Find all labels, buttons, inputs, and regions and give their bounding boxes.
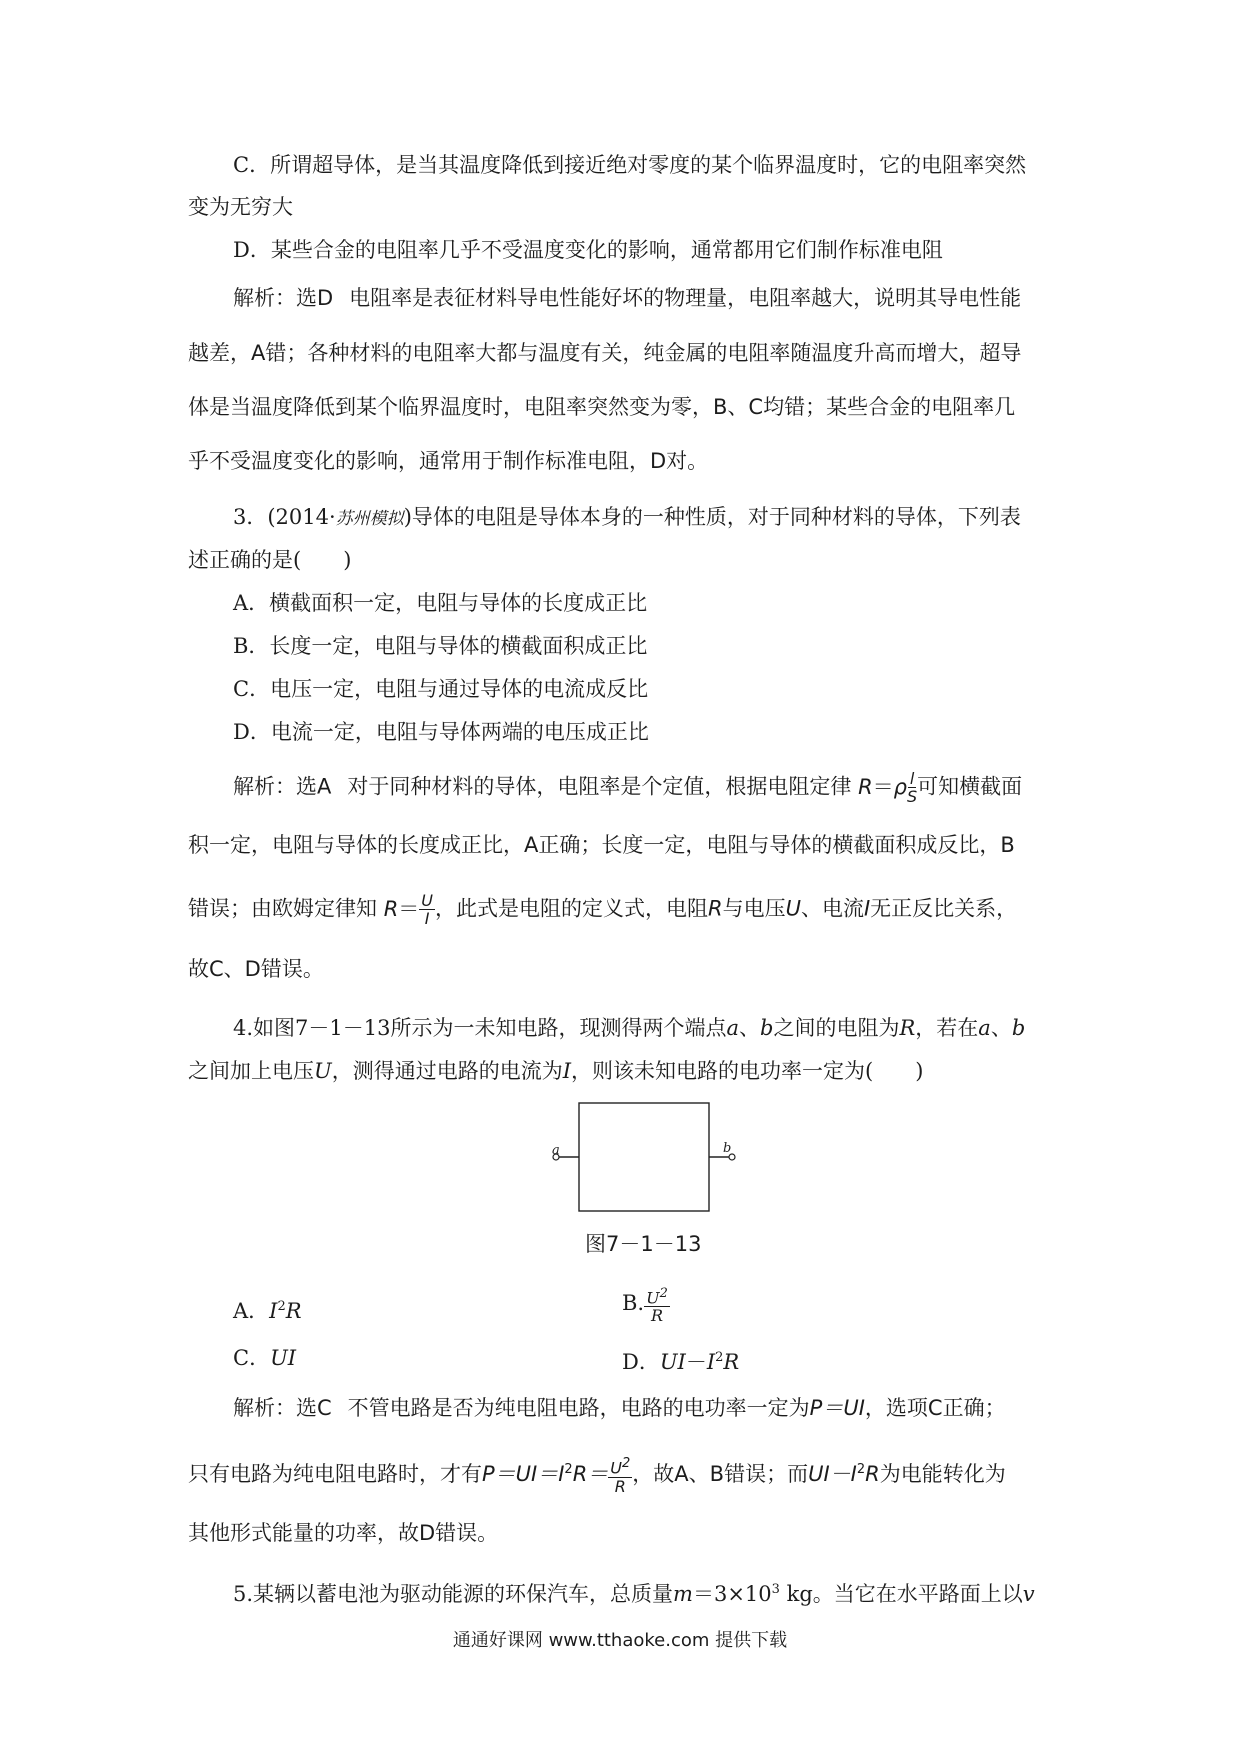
q4-answer-line3: 其他形式能量的功率，故D错误。 xyxy=(188,1521,499,1545)
unknown-circuit-box xyxy=(579,1103,709,1211)
q3-answer-line2: 积一定，电阻与导体的长度成正比，A正确；长度一定，电阻与导体的横截面积成反比，B xyxy=(188,833,1015,857)
q2-answer-line2: 越差，A错；各种材料的电阻率大都与温度有关，纯金属的电阻率随温度升高而增大，超导 xyxy=(188,341,1022,365)
q5-stem-line1: 5.某辆以蓄电池为驱动能源的环保汽车，总质量$m=3\times 10^3$ kg。当它在水平路面上以v xyxy=(233,1582,1035,1606)
q4-option-c: C．UI xyxy=(233,1346,297,1370)
q3-option-b: B．长度一定，电阻与导体的横截面积成正比 xyxy=(233,634,648,658)
q2-option-c-line2: 变为无穷大 xyxy=(188,195,293,219)
q4-option-b: B. $\frac{U^2}{R}$ xyxy=(622,1286,668,1326)
q4-stem-line1: 4.如图7－1－13所示为一未知电路，现测得两个端点a、b之间的电阻为R，若在a、b xyxy=(233,1016,1026,1040)
q2-option-d: D．某些合金的电阻率几乎不受温度变化的影响，通常都用它们制作标准电阻 xyxy=(233,238,943,262)
q3-answer-lead: 解析：选A xyxy=(233,774,332,799)
q4-option-d: D．$UI-I^2R$ xyxy=(622,1350,740,1374)
q3-stem-line1: 3．(2014·苏州模拟)导体的电阻是导体本身的一种性质，对于同种材料的导体，下列表 xyxy=(233,505,1021,529)
ohms-law-formula: R＝ $\frac{U}{I}$ xyxy=(383,891,433,928)
q3-answer-line4: 故C、D错误。 xyxy=(188,957,324,981)
q4-stem-line2: 之间加上电压U，测得通过电路的电流为I，则该未知电路的电功率一定为( ) xyxy=(188,1059,924,1083)
figure-caption: 图7－1－13 xyxy=(585,1232,702,1256)
q2-answer-lead: 解析：选D xyxy=(233,286,334,310)
page-footer: 通通好课网 www.tthaoke.com 提供下载 xyxy=(452,1630,788,1651)
q3-answer-line3: 错误；由欧姆定律知 R＝ $\frac{U}{I}$ ，此式是电阻的定义式，电阻R与电压U、电流I无正反比关系， xyxy=(188,891,1018,928)
q4-answer-lead: 解析：选C xyxy=(233,1396,332,1420)
q3-option-a: A．横截面积一定，电阻与导体的长度成正比 xyxy=(233,591,648,615)
q3-source: 苏州模拟 xyxy=(335,509,404,529)
q3-answer-line1: 解析：选A 对于同种材料的导体，电阻率是个定值，根据电阻定律 R＝ρ $\frac{l}{S}$ 可知横截面 xyxy=(233,769,1023,806)
q4-option-a: A．$I^2R$ xyxy=(233,1299,302,1323)
q4-answer-line2: 只有电路为纯电阻电路时，才有$P=UI=I^2R=$ $\frac{U^2}{R}$ ，故A、B错误；而$UI-I^2R$为电能转化为 xyxy=(188,1456,1006,1496)
q3-stem-line2: 述正确的是( ) xyxy=(188,548,352,572)
q2-answer-line4: 乎不受温度变化的影响，通常用于制作标准电阻，D对。 xyxy=(188,449,709,473)
q4-answer-line1: 解析：选C 不管电路是否为纯电阻电路，电路的电功率一定为P＝UI，选项C正确； xyxy=(233,1396,1006,1420)
resistance-law-formula: R＝ρ $\frac{l}{S}$ xyxy=(858,769,918,806)
q2-answer-line1: 解析：选D 电阻率是表征材料导电性能好坏的物理量，电阻率越大，说明其导电性能 xyxy=(233,286,1022,310)
q3-option-c: C．电压一定，电阻与通过导体的电流成反比 xyxy=(233,677,649,701)
q2-option-c-line1: C．所谓超导体，是当其温度降低到接近绝对零度的某个临界温度时，它的电阻率突然 xyxy=(233,153,1027,177)
terminal-a-label: a xyxy=(552,1143,560,1158)
q2-answer-line3: 体是当温度降低到某个临界温度时，电阻率突然变为零，B、C均错；某些合金的电阻率几 xyxy=(188,395,1016,419)
q3-option-d: D．电流一定，电阻与导体两端的电压成正比 xyxy=(233,720,649,744)
circuit-figure xyxy=(545,1100,745,1220)
terminal-b-label: b xyxy=(723,1141,732,1156)
